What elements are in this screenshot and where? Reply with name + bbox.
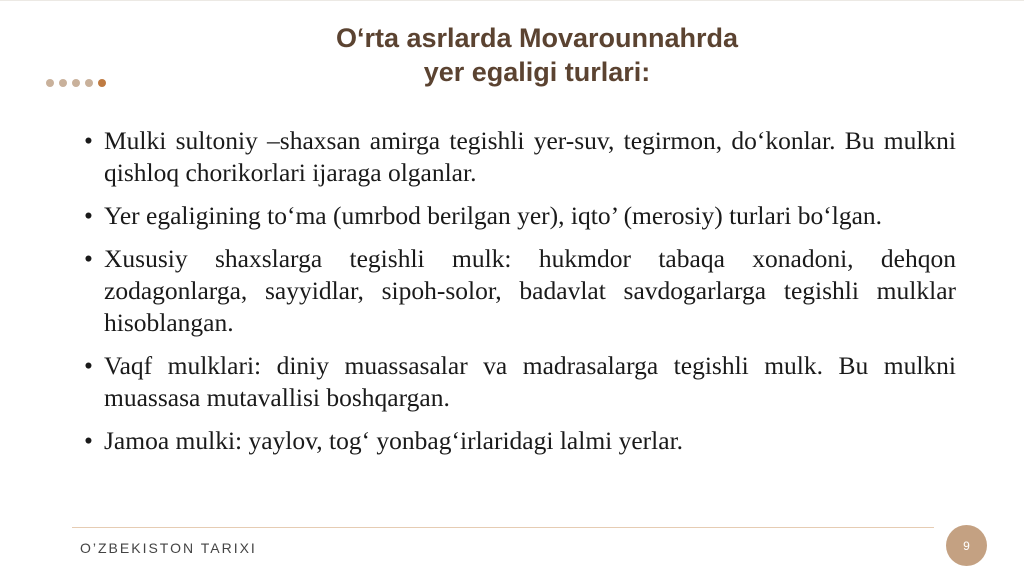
list-item xyxy=(84,350,956,414)
bullet-icon: • xyxy=(84,351,93,380)
slide-title-line-2: yer egaligi turlari: xyxy=(423,57,651,87)
list-item-text: Jamoa mulki: yaylov, tog‘ yonbag‘irlaridagi lalmi yerlar. xyxy=(104,426,684,455)
list-item-text: Yer egaligining to‘ma (umrbod berilgan yer), iqto’ (merosiy) turlari bo‘lgan. xyxy=(104,201,883,230)
list-item-text: Mulki sultoniy –shaxsan amirga tegishli yer-suv, tegirmon, do‘konlar. Bu mulkni qishloq chorikorlari ijaraga olganlar. xyxy=(104,126,956,187)
top-divider xyxy=(0,0,1024,1)
bullet-icon: • xyxy=(84,126,93,155)
list-item xyxy=(84,125,956,189)
page-number-badge: 9 xyxy=(946,525,987,566)
slide-title-line-1: O‘rta asrlarda Movarounnahrda xyxy=(335,23,739,53)
list-item xyxy=(84,200,956,232)
footer-label: O’ZBEKISTON TARIXI xyxy=(80,540,257,556)
slide-title xyxy=(0,21,1024,89)
list-item xyxy=(84,425,956,457)
list-item-text: Vaqf mulklari: diniy muassasalar va madrasalarga tegishli mulk. Bu mulkni muassasa mutavallisi boshqargan. xyxy=(104,351,956,412)
list-item-text: Xususiy shaxslarga tegishli mulk: hukmdor tabaqa xonadoni, dehqon zodagonlarga, sayyidlar, sipoh-solor, badavlat savdogarlarga tegishli mulklar hisoblangan. xyxy=(104,244,956,337)
list-item xyxy=(84,243,956,339)
bullet-icon: • xyxy=(84,426,93,455)
bullet-icon: • xyxy=(84,201,93,230)
footer-divider xyxy=(72,527,934,528)
bullet-list xyxy=(84,125,956,468)
bullet-icon: • xyxy=(84,244,93,273)
